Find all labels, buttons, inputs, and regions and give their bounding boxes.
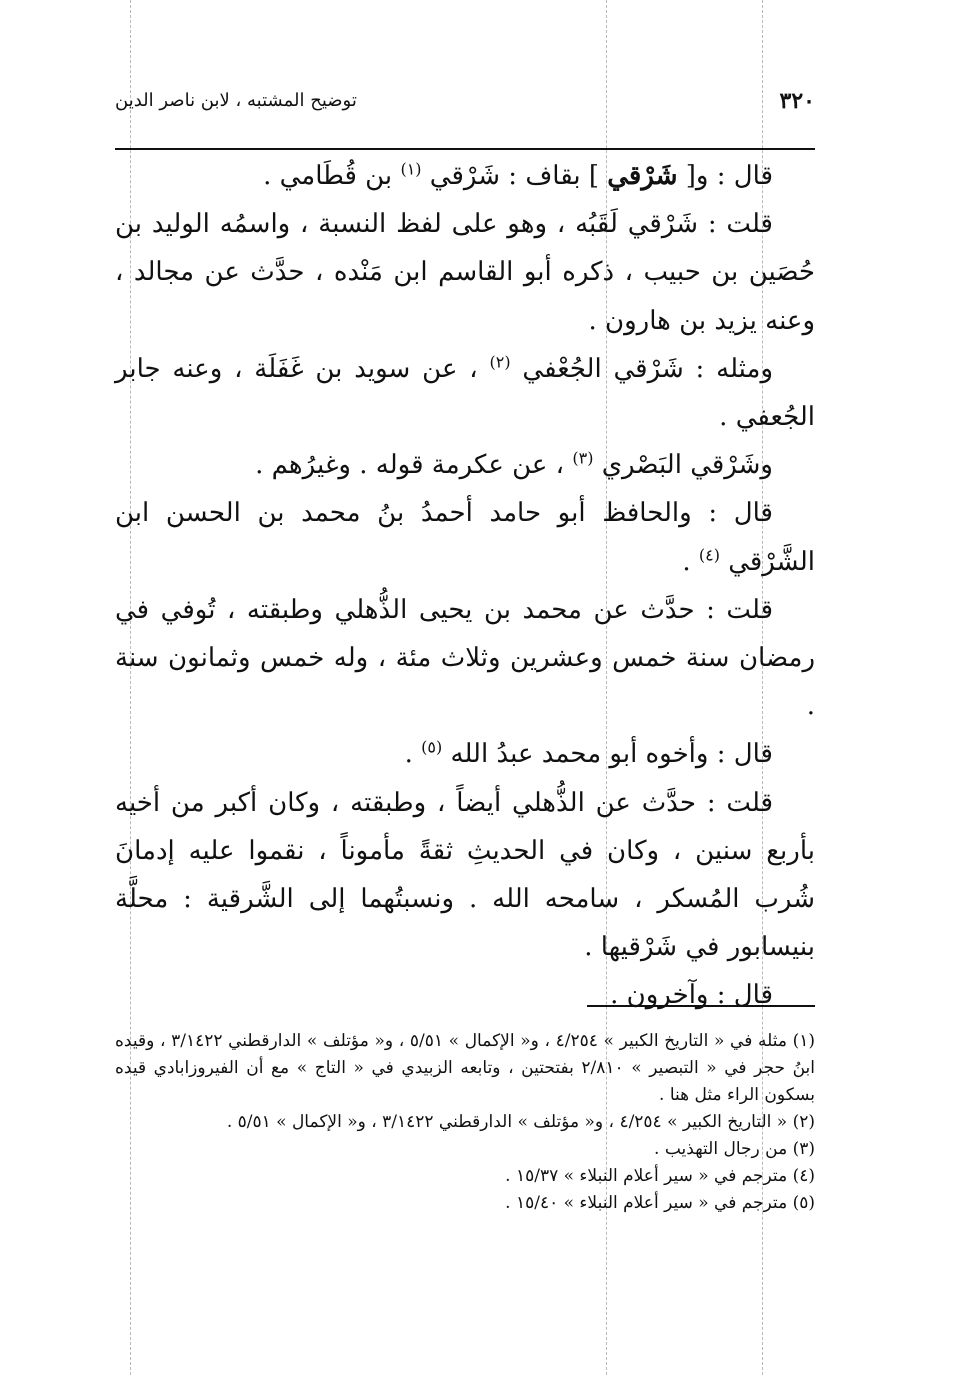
- paragraph-1-end: بن قُطَامي .: [263, 161, 401, 191]
- footnote-2: (٢) « التاريخ الكبير » ٤/٢٥٤ ، و« مؤتلف » الدارقطني ٣/١٤٢٢ ، و« الإكمال » ٥/٥١ .: [226, 1112, 815, 1132]
- paragraph-3: [115, 345, 815, 441]
- footnote-ref-1: (١): [400, 159, 422, 179]
- main-text: [115, 152, 815, 1020]
- header-rule: [115, 148, 815, 150]
- paragraph-1: [115, 152, 815, 200]
- footnote-ref-2: (٢): [489, 352, 511, 372]
- paragraph-1-lead: قال : و[: [677, 161, 773, 191]
- footnote-ref-3: (٣): [572, 448, 594, 468]
- footnote-3: (٣) من رجال التهذيب .: [654, 1139, 815, 1159]
- paragraph-4: [115, 441, 815, 489]
- paragraph-1-middle: ] بقاف : شَرْقي: [421, 161, 608, 191]
- page-number: ٣٢٠: [779, 88, 815, 114]
- page-header: [115, 88, 815, 128]
- paragraph-4-end: ، عن عكرمة قوله . وغيرُهم .: [255, 450, 573, 481]
- paragraph-2: قلت : شَرْقي لَقَبُه ، وهو على لفظ النسبة ، واسمُه الوليد بن حُصَين بن حبيب ، ذكره أبو القاسم ابن مَنْده ، حدَّث عن مجالد ، وعنه يزيد بن هارون .: [115, 209, 815, 336]
- paragraph-6: قلت : حدَّث عن محمد بن يحيى الذُّهلي وطبقته ، تُوفي في رمضان سنة خمس وعشرين وثلاث مئة ، وله خمس وثمانون سنة .: [115, 594, 815, 722]
- footnote-4: (٤) مترجم في « سير أعلام النبلاء » ١٥/٣٧ .: [505, 1166, 815, 1186]
- footnote-1: (١) مثله في « التاريخ الكبير » ٤/٢٥٤ ، و« الإكمال » ٥/٥١ ، و« مؤتلف » الدارقطني ٣/١٤٢٢ ، وقيده ابنُ حجر في « التبصير » ٢/٨١٠ بفتحتين ، وتابعه الزبيدي في « التاج » مع أن الفيروزابادي قيده بسكون الراء مثل هنا .: [115, 1031, 816, 1105]
- paragraph-9: قال : وآخرون .: [610, 980, 773, 1011]
- running-title: توضيح المشتبه ، لابن ناصر الدين: [115, 90, 357, 111]
- paragraph-7: [115, 730, 815, 778]
- footnote-ref-5: (٥): [421, 737, 443, 757]
- footnote-ref-4: (٤): [698, 544, 720, 564]
- paragraph-5: [115, 489, 815, 585]
- paragraph-5-lead: قال : والحافظ أبو حامد أحمدُ بنُ محمد بن الحسن ابن الشَّرْقي: [115, 498, 815, 577]
- paragraph-8: قلت : حدَّث عن الذُّهلي أيضاً ، وطبقته ، وكان أكبر من أخيه بأربع سنين ، وكان في الحديثِ ثقةً مأموناً ، نقموا عليه إدمانَ شُرب المُسكر ، سامحه الله . ونسبتُهما إلى الشَّرقية : محلَّة بنيسابور في شَرْقيها .: [115, 787, 815, 963]
- headword: شَرْقي: [607, 161, 678, 191]
- footnote-5: (٥) مترجم في « سير أعلام النبلاء » ١٥/٤٠ .: [505, 1193, 815, 1213]
- book-page: [115, 0, 815, 1375]
- paragraph-3-lead: ومثله : شَرْقي الجُعْفي: [510, 353, 774, 384]
- paragraph-4-lead: وشَرْقي البَصْري: [593, 450, 773, 481]
- paragraph-3-end: ، عن سويد بن غَفَلَة ، وعنه جابر الجُعفي .: [115, 353, 815, 433]
- paragraph-7-end: .: [404, 739, 422, 770]
- paragraph-5-end: .: [682, 546, 699, 577]
- footnote-rule: [587, 1005, 815, 1007]
- paragraph-7-lead: قال : وأخوه أبو محمد عبدُ الله: [442, 739, 773, 770]
- footnotes: [115, 1028, 815, 1217]
